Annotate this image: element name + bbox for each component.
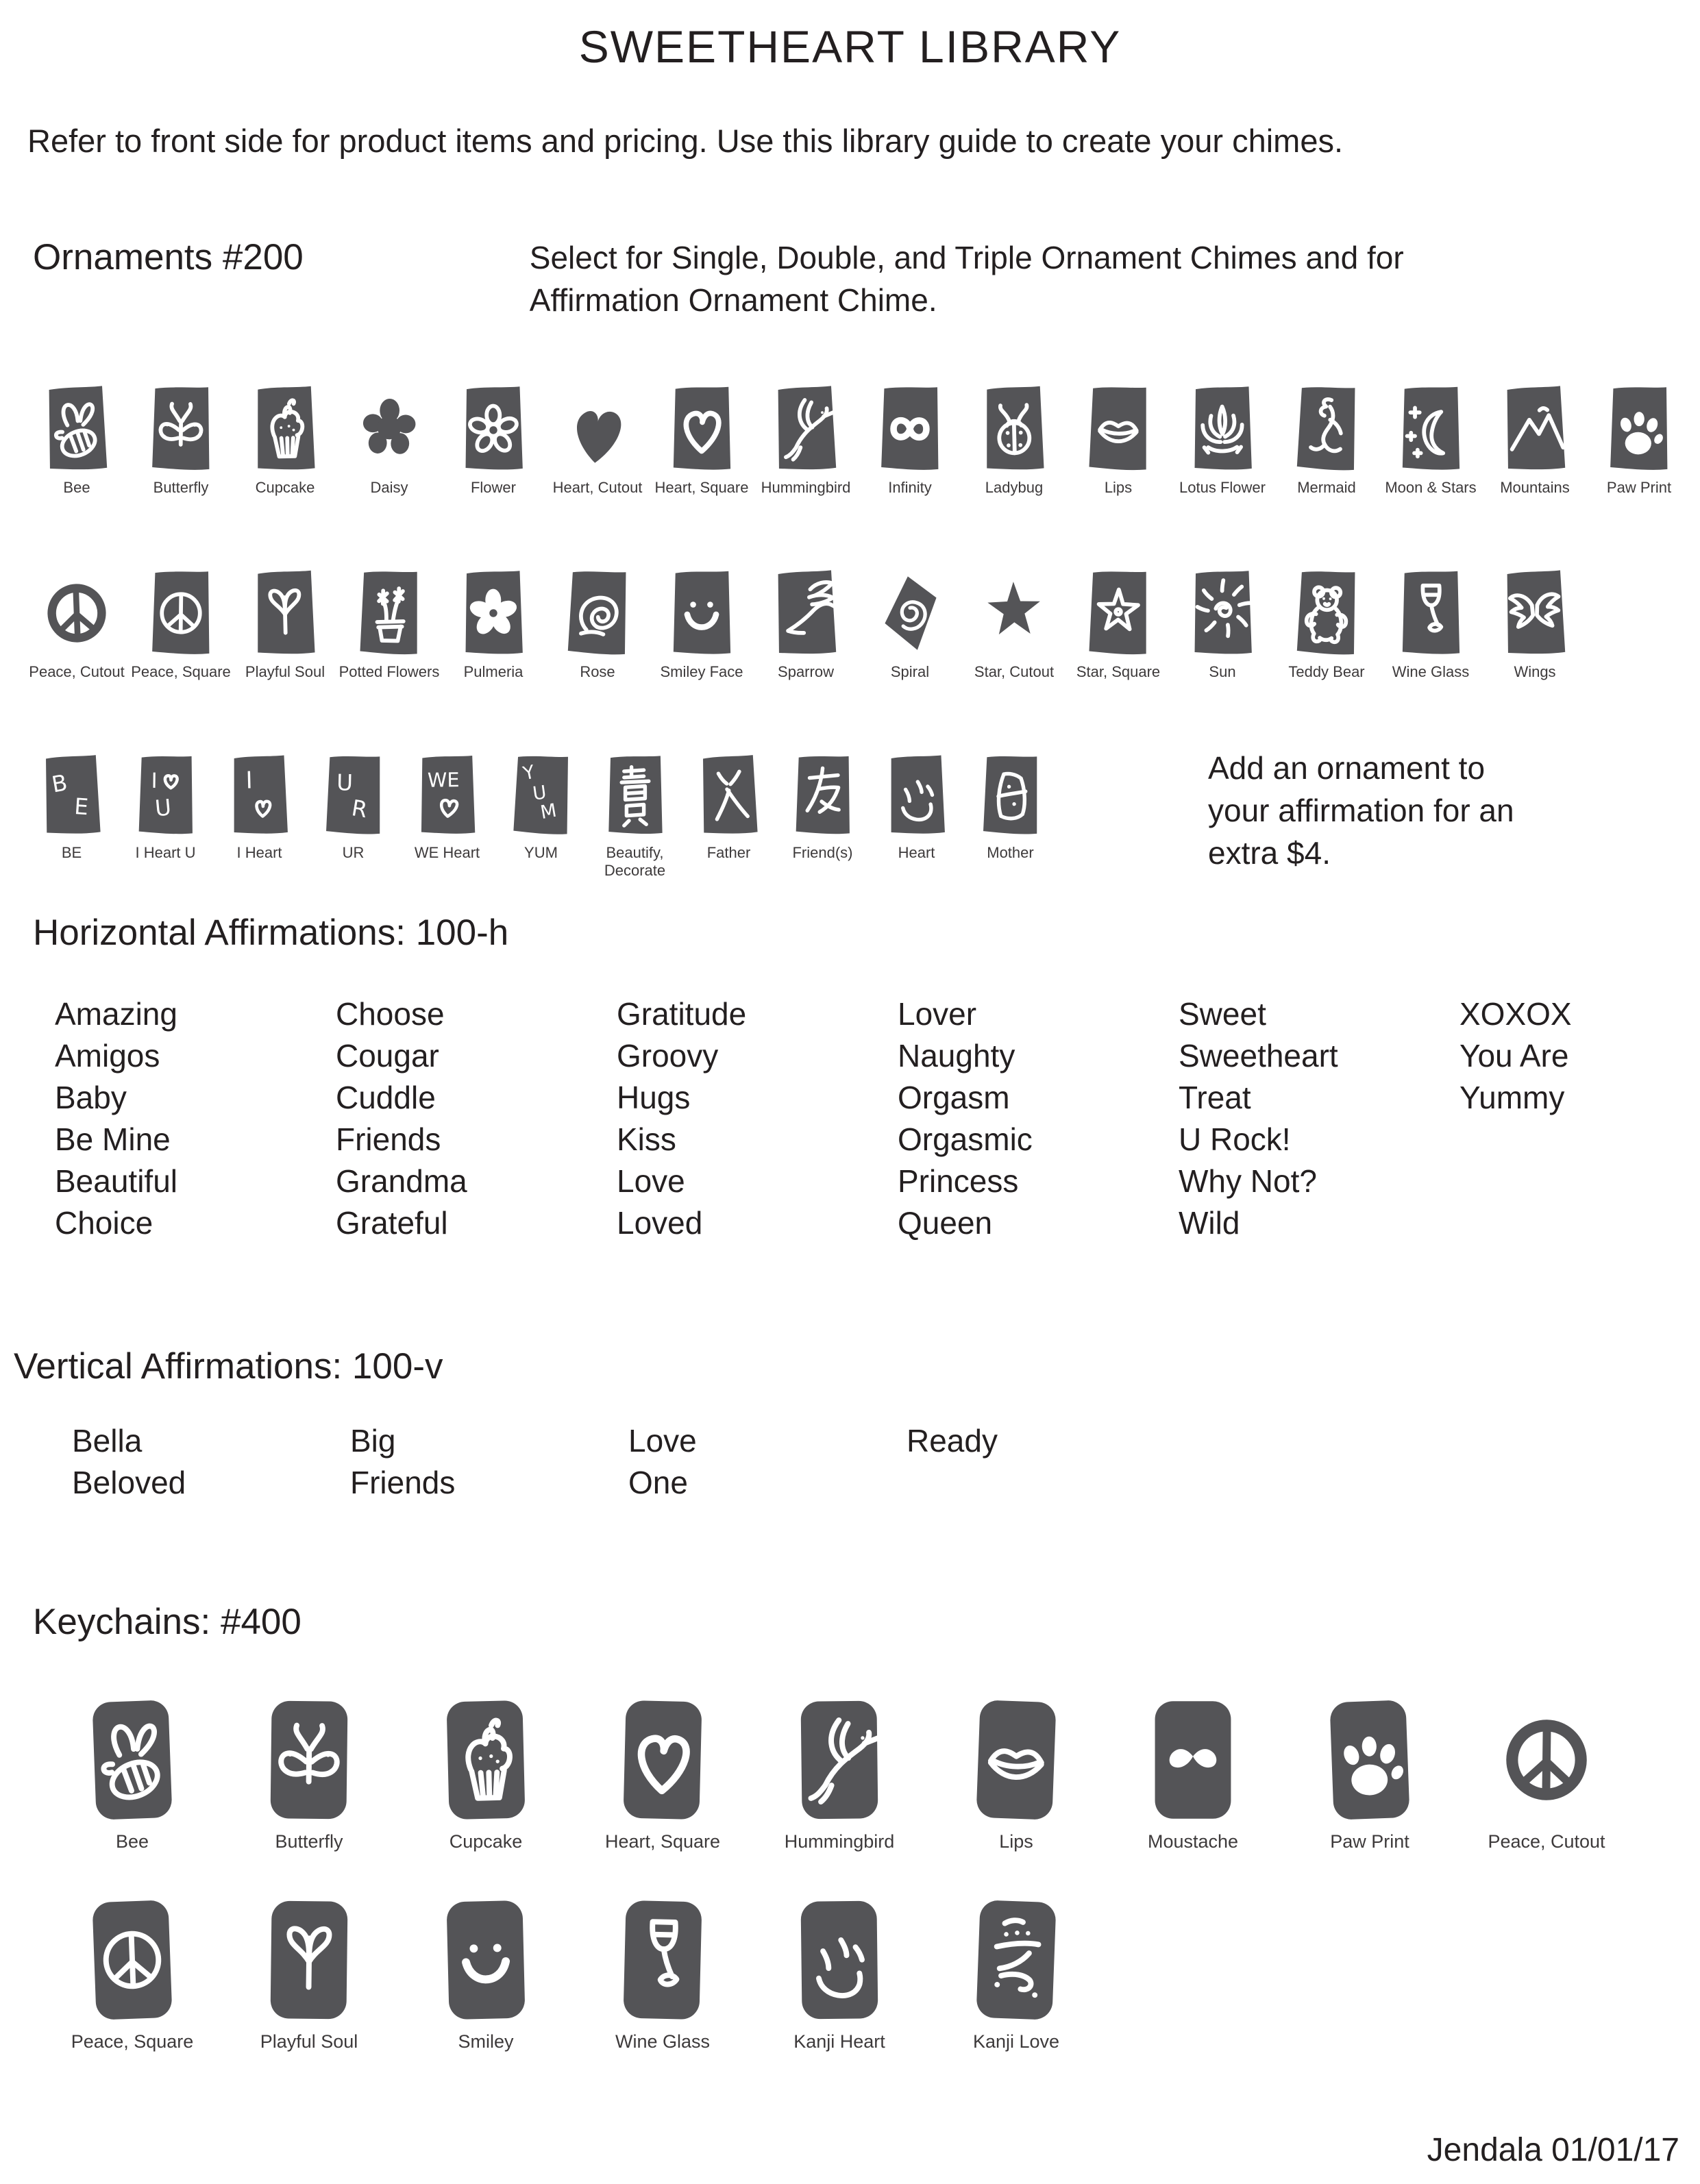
svg-text:Y: Y [521,761,537,785]
horizontal-affirmations-heading: Horizontal Affirmations: 100-h [33,912,509,953]
i-heart-u-text-icon [119,747,212,840]
intro-text: Refer to front side for product items and pricing. Use this library guide to create your chimes. [27,123,1344,159]
affirmation-word: Friends [336,1121,441,1157]
teddy-bear-icon [1274,566,1379,659]
affirmation-word: Beloved [72,1464,186,1500]
stamp-label: Kanji Heart [793,2031,885,2052]
stamp-item [1105,1693,1281,1852]
svg-text:U: U [153,794,173,822]
stamp-label: WE Heart [414,843,480,861]
stamp-label: Star, Square [1076,662,1161,680]
stamp-label: I Heart U [135,843,196,861]
stamp-item [1281,1693,1458,1852]
heart-kanji-icon [751,1894,928,2025]
stamp-item [962,382,1066,497]
butterfly-icon [129,382,233,475]
stamp-label: I Heart [236,843,282,861]
heart-square-icon [650,382,754,475]
stamp-label: YUM [524,843,558,861]
affirmation-word: Kiss [617,1121,676,1157]
stamp-label: Peace, Cutout [1488,1831,1605,1852]
stamp-label: Paw Print [1330,1831,1409,1852]
smiley-face-icon [650,566,754,659]
lotus-icon [1170,382,1274,475]
stamp-label: Lotus Flower [1179,479,1266,497]
stamp-item [25,382,129,497]
affirmation-word: Choose [336,995,445,1032]
affirmation-word: Why Not? [1179,1163,1317,1199]
stamp-label: Star, Cutout [974,662,1055,680]
stamp-item [858,382,962,497]
infinity-icon [858,382,962,475]
stamp-label: Heart, Square [604,1831,721,1852]
stamp-label: Mermaid [1297,479,1356,497]
ornaments-row-3-wrap [0,747,1700,880]
stamp-item [44,1693,221,1852]
stamp-label: Wine Glass [615,2031,711,2052]
moon-stars-icon [1379,382,1483,475]
stamp-label: Flower [470,479,516,497]
stamp-item [751,1693,928,1852]
affirmation-word: Amazing [55,995,177,1032]
stamp-label: Wine Glass [1392,662,1470,680]
stamp-label: Peace, Square [71,2031,194,2052]
peace-cutout-icon [1458,1693,1635,1825]
hummingbird-icon [751,1693,928,1825]
stamp-item [397,1894,574,2052]
ur-text-icon [306,747,400,840]
hummingbird-icon [754,382,858,475]
stamp-label: Ladybug [985,479,1044,497]
footer-credit: Jendala 01/01/17 [1427,2132,1679,2168]
potted-flowers-icon [337,566,441,659]
heart-kanji-icon [870,747,963,840]
svg-text:M: M [538,799,558,824]
stamp-item [397,1693,574,1852]
stamp-label: Peace, Cutout [29,662,125,680]
star-square-icon [1066,566,1170,659]
stamp-label: Lips [1104,479,1133,497]
keychains-row-2 [0,1894,1700,2052]
affirmation-word: Queen [898,1204,993,1241]
stamp-label: Spiral [890,662,930,680]
stamp-label: Mother [987,843,1034,861]
keychains-row-1 [0,1693,1700,1852]
lips-icon [928,1693,1105,1825]
stamp-item [588,747,682,880]
stamp-label: Sparrow [778,662,834,680]
stamp-label: Father [706,843,751,861]
stamp-label: Rose [580,662,615,680]
affirmation-column [1459,993,1697,1244]
svg-text:I: I [245,767,253,795]
affirmation-word: Baby [55,1079,127,1115]
butterfly-icon [221,1693,397,1825]
stamp-label: Cupcake [449,1831,523,1852]
affirmation-word: Orgasmic [898,1121,1033,1157]
affirmation-column [55,993,336,1244]
stamp-item [963,747,1057,862]
stamp-item [928,1894,1105,2052]
affirmation-word: Hugs [617,1079,691,1115]
affirmation-word: One [628,1464,688,1500]
stamp-label: UR [342,843,365,861]
stamp-label: Smiley Face [660,662,743,680]
addon-note: Add an ornament to your affirmation for an extra $4. [1208,749,1514,871]
stamp-item [776,747,870,862]
bee-icon [25,382,129,475]
stamp-item [306,747,400,862]
affirmation-column [1179,993,1459,1244]
affirmation-word: Cougar [336,1037,439,1074]
pulmeria-icon [441,566,545,659]
stamp-item [751,1894,928,2052]
peace-square-icon [44,1894,221,2025]
stamp-label: Heart [898,843,935,861]
svg-text:I: I [150,769,158,794]
paw-print-icon [1281,1693,1458,1825]
stamp-item [1587,382,1691,497]
kanji-love-icon [928,1894,1105,2025]
stamp-item [221,1894,397,2052]
sparrow-icon [754,566,858,659]
svg-text:U: U [531,782,547,805]
affirmation-word: Princess [898,1163,1019,1199]
stamp-item [25,566,129,681]
ornaments-heading: Ornaments #200 [33,237,304,277]
stamp-label: Hummingbird [784,1831,895,1852]
stamp-label: BE [61,843,82,861]
stamp-item [870,747,963,862]
stamp-item [1066,566,1170,681]
stamp-item [221,1693,397,1852]
stamp-label: Sun [1209,662,1236,680]
affirmation-word: Cuddle [336,1079,436,1115]
stamp-label: Peace, Square [131,662,231,680]
stamp-label: Playful Soul [245,662,325,680]
stamp-item [400,747,494,862]
affirmation-word: Gratitude [617,995,747,1032]
affirmation-word: Bella [72,1422,143,1459]
yum-text-icon [494,747,588,840]
affirmation-column [907,1420,1185,1504]
affirmation-column [898,993,1179,1244]
stamp-label: Friend(s) [792,843,853,861]
stamp-item [574,1894,751,2052]
affirmation-word: Wild [1179,1204,1240,1241]
stamp-item [1483,382,1587,497]
affirmation-word: Love [617,1163,685,1199]
daisy-icon [337,382,441,475]
affirmation-word: Grateful [336,1204,448,1241]
ornaments-row-2 [0,566,1700,681]
lips-icon [1066,382,1170,475]
affirmation-word: Groovy [617,1037,719,1074]
cupcake-icon [233,382,337,475]
stamp-item [212,747,306,862]
affirmation-column [336,993,617,1244]
stamp-item [441,382,545,497]
affirmation-word: U Rock! [1179,1121,1291,1157]
stamp-label: Butterfly [275,1831,343,1852]
ornaments-row-3 [0,747,1057,880]
svg-text:E: E [73,793,89,821]
spiral-icon [858,566,962,659]
affirmation-word: You Are [1459,1037,1569,1074]
affirmation-word: Sweet [1179,995,1266,1032]
ornaments-note: Select for Single, Double, and Triple Ornament Chimes and for Affirmation Ornament Chime. [529,240,1404,319]
mermaid-icon [1274,382,1379,475]
vertical-affirmations-list [0,1420,1700,1504]
friends-kanji-icon [776,747,870,840]
svg-text:WE: WE [427,768,460,792]
playful-soul-icon [221,1894,397,2025]
stamp-item [545,566,650,681]
stamp-label: Hummingbird [761,479,851,497]
stamp-label: Beautify, Decorate [604,843,666,880]
stamp-label: Cupcake [255,479,315,497]
stamp-label: Paw Print [1606,479,1672,497]
cupcake-icon [397,1693,574,1825]
mountains-icon [1483,382,1587,475]
smiley-face-icon [397,1894,574,2025]
ladybug-icon [962,382,1066,475]
stamp-item [682,747,776,862]
stamp-label: Bee [63,479,90,497]
affirmation-word: Lover [898,995,977,1032]
i-heart-text-icon [212,747,306,840]
stamp-label: Moon & Stars [1385,479,1477,497]
be-text-icon [25,747,119,840]
affirmation-word: Grandma [336,1163,467,1199]
affirmation-column [350,1420,628,1504]
stamp-label: Mountains [1500,479,1570,497]
stamp-item [1483,566,1587,681]
stamp-label: Daisy [370,479,408,497]
stamp-item [337,382,441,497]
stamp-label: Pulmeria [463,662,523,680]
affirmation-word: Orgasm [898,1079,1010,1115]
stamp-item [441,566,545,681]
affirmation-word: Big [350,1422,396,1459]
we-heart-text-icon [400,747,494,840]
page-title: SWEETHEART LIBRARY [578,21,1122,72]
beautify-kanji-icon [588,747,682,840]
stamp-item [1066,382,1170,497]
stamp-label: Potted Flowers [338,662,440,680]
stamp-item [545,382,650,497]
bee-icon [44,1693,221,1825]
paw-print-icon [1587,382,1691,475]
svg-text:R: R [349,795,369,823]
stamp-item [233,566,337,681]
heart-square-icon [574,1693,751,1825]
playful-soul-icon [233,566,337,659]
stamp-item [858,566,962,681]
affirmation-word: Ready [907,1422,998,1459]
stamp-item [1379,382,1483,497]
stamp-item [129,382,233,497]
ornaments-row-1 [0,382,1700,497]
stamp-item [754,382,858,497]
affirmation-word: Beautiful [55,1163,178,1199]
stamp-label: Teddy Bear [1288,662,1365,680]
stamp-label: Infinity [888,479,932,497]
keychains-heading: Keychains: #400 [33,1601,301,1642]
stamp-label: Playful Soul [260,2031,358,2052]
mother-kanji-icon [963,747,1057,840]
ornaments-header [33,236,1673,321]
affirmation-word: Naughty [898,1037,1015,1074]
affirmation-word: Choice [55,1204,153,1241]
svg-text:U: U [336,769,353,796]
affirmation-word: Be Mine [55,1121,171,1157]
stamp-item [962,566,1066,681]
affirmation-word: Yummy [1459,1079,1565,1115]
father-kanji-icon [682,747,776,840]
stamp-item [25,747,119,862]
wine-glass-icon [574,1894,751,2025]
stamp-item [494,747,588,862]
stamp-label: Heart, Cutout [552,479,643,497]
sun-icon [1170,566,1274,659]
stamp-label: Smiley [458,2031,514,2052]
stamp-item [337,566,441,681]
affirmation-word: Sweetheart [1179,1037,1338,1074]
affirmation-column [617,993,898,1244]
horizontal-affirmations-list [0,993,1700,1244]
star-cutout-icon [962,566,1066,659]
stamp-item [1170,566,1274,681]
moustache-icon [1105,1693,1281,1825]
stamp-item [44,1894,221,2052]
heart-cutout-icon [545,382,650,475]
affirmation-word: XOXOX [1459,995,1572,1032]
stamp-label: Bee [115,1831,149,1852]
stamp-item [1274,382,1379,497]
svg-text:B: B [49,769,69,798]
affirmation-column [72,1420,350,1504]
stamp-label: Butterfly [153,479,209,497]
affirmation-word: Friends [350,1464,456,1500]
stamp-label: Moustache [1147,1831,1239,1852]
wine-glass-icon [1379,566,1483,659]
stamp-item [928,1693,1105,1852]
affirmation-word: Amigos [55,1037,160,1074]
stamp-label: Heart, Square [654,479,749,497]
stamp-item [650,566,754,681]
stamp-label: Wings [1514,662,1556,680]
stamp-item [574,1693,751,1852]
stamp-item [129,566,233,681]
stamp-item [650,382,754,497]
stamp-item [1274,566,1379,681]
stamp-item [1379,566,1483,681]
peace-square-icon [129,566,233,659]
stamp-label: Kanji Love [972,2031,1060,2052]
stamp-item [754,566,858,681]
peace-cutout-icon [25,566,129,659]
vertical-affirmations-heading: Vertical Affirmations: 100-v [14,1345,443,1387]
stamp-item [233,382,337,497]
stamp-item [1458,1693,1635,1852]
wings-icon [1483,566,1587,659]
affirmation-word: Love [628,1422,697,1459]
affirmation-word: Treat [1179,1079,1251,1115]
rose-icon [545,566,650,659]
affirmation-column [628,1420,907,1504]
stamp-label: Lips [999,1831,1033,1852]
flower-icon [441,382,545,475]
affirmation-word: Loved [617,1204,703,1241]
stamp-item [119,747,212,862]
stamp-item [1170,382,1274,497]
